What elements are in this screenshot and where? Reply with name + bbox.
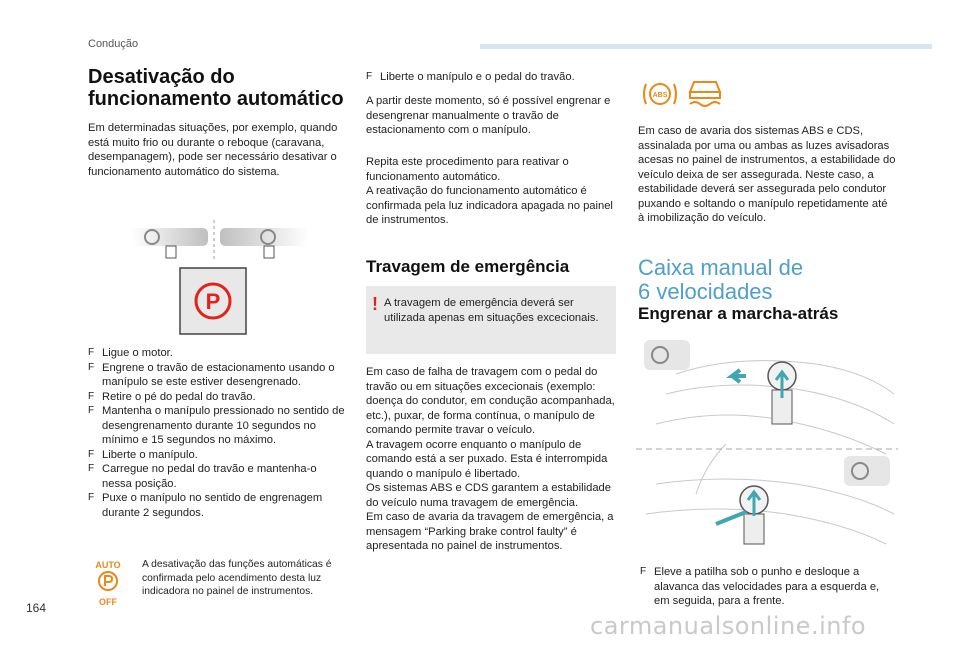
heading-line-2: funcionamento automático <box>88 88 344 110</box>
list-item: F Carregue no pedal do travão e mantenha-o nessa posição. <box>88 462 348 491</box>
svg-text:P: P <box>205 289 221 314</box>
watermark: carmanualsonline.info <box>590 612 867 640</box>
section-title: Condução <box>88 38 139 50</box>
list-item: F Ligue o motor. <box>88 346 348 361</box>
release-step <box>366 70 616 85</box>
list-item: F Eleve a patilha sob o punho e desloque a alavanca das velocidades para a esquerda e, em seguida, para a frente. <box>640 565 896 609</box>
list-item: F Liberte o manípulo. <box>88 448 348 463</box>
parking-brake-illustration <box>130 220 310 340</box>
abs-failure-paragraph: Em caso de avaria dos sistemas ABS e CDS, assinalada por uma ou ambas as luzes avisadoras acesas no painel de instrumentos, a estabilidade do veículo deixa de ser assegurada. Neste caso, a estabilidade deverá ser assegurada pelo condutor puxando e soltando o manípulo repetidamente até à imobilização do veículo. <box>638 125 896 224</box>
page-number: 164 <box>26 601 47 615</box>
list-item: F Engrene o travão de estacionamento usando o manípulo se este estiver desengrenado. <box>88 361 348 390</box>
reverse-gear-heading: Engrenar a marcha-atrás <box>638 304 839 323</box>
section-heading <box>88 66 348 110</box>
emergency-paragraph: Em caso de falha de travagem com o pedal do travão ou em situações excecionais (exemplo: doença do condutor, em condução acompanhada, etc.), puxar, de forma contínua, o manípulo de comando permite travar o veículo. A travagem ocorre enquanto o manípulo de comando está a ser puxado. Esta é interrompida quando o manípulo é libertado. Os sistemas ABS e CDS garantem a estabilidade do veículo numa travagem de emergência. Em caso de avaria da travagem de emergência, a mensagem “Parking brake control faulty” é apresentada no painel de instrumentos. <box>366 366 615 552</box>
manual-mode-paragraph: A partir deste momento, só é possível engrenar e desengrenar manualmente o travão de estacionamento com o manípulo. <box>366 95 611 136</box>
header-bar <box>480 44 932 49</box>
off-label: OFF <box>99 597 117 607</box>
list-item: F Retire o pé do pedal do travão. <box>88 390 348 405</box>
auto-off-parking-icon <box>90 560 126 607</box>
intro-paragraph: Em determinadas situações, por exemplo, quando está muito frio ou durante o reboque (caravana, desempanagem), pode ser necessário desativar o funcionamento automático do sistema. <box>88 122 338 178</box>
gearbox-heading-line-2: 6 velocidades <box>638 279 773 304</box>
gearbox-heading <box>638 256 803 304</box>
auto-label: AUTO <box>95 560 121 570</box>
warning-box <box>366 286 616 354</box>
gearbox-heading-line-1: Caixa manual de <box>638 255 804 280</box>
list-item: F Puxe o manípulo no sentido de engrenagem durante 2 segundos. <box>88 491 348 520</box>
reverse-gear-step <box>640 565 896 609</box>
parking-circle-icon <box>90 570 126 592</box>
heading-line-1: Desativação do <box>88 66 235 88</box>
steps-list <box>88 346 348 520</box>
reverse-gear-illustration <box>636 334 898 554</box>
reactivation-paragraph: Repita este procedimento para reativar o funcionamento automático. A reativação do funcionamento automático é confirmada pela luz indicadora apagada no painel de instrumentos. <box>366 156 613 226</box>
abs-cds-warning-icons <box>640 76 730 112</box>
stability-control-icon <box>690 82 720 106</box>
list-item: F Liberte o manípulo e o pedal do travão. <box>366 70 616 85</box>
abs-icon <box>644 84 676 104</box>
emergency-heading: Travagem de emergência <box>366 257 570 276</box>
warning-icon: ! <box>372 294 378 314</box>
abs-icon-label: ABS <box>652 92 668 99</box>
auto-off-note: A desativação das funções automáticas é confirmada pelo acendimento desta luz indicadora no painel de instrumentos. <box>142 559 332 597</box>
warning-text: A travagem de emergência deverá ser utilizada apenas em situações excecionais. <box>384 297 599 324</box>
list-item: F Mantenha o manípulo pressionado no sentido de desengrenamento durante 10 segundos no mínimo e 15 segundos no máximo. <box>88 404 348 448</box>
